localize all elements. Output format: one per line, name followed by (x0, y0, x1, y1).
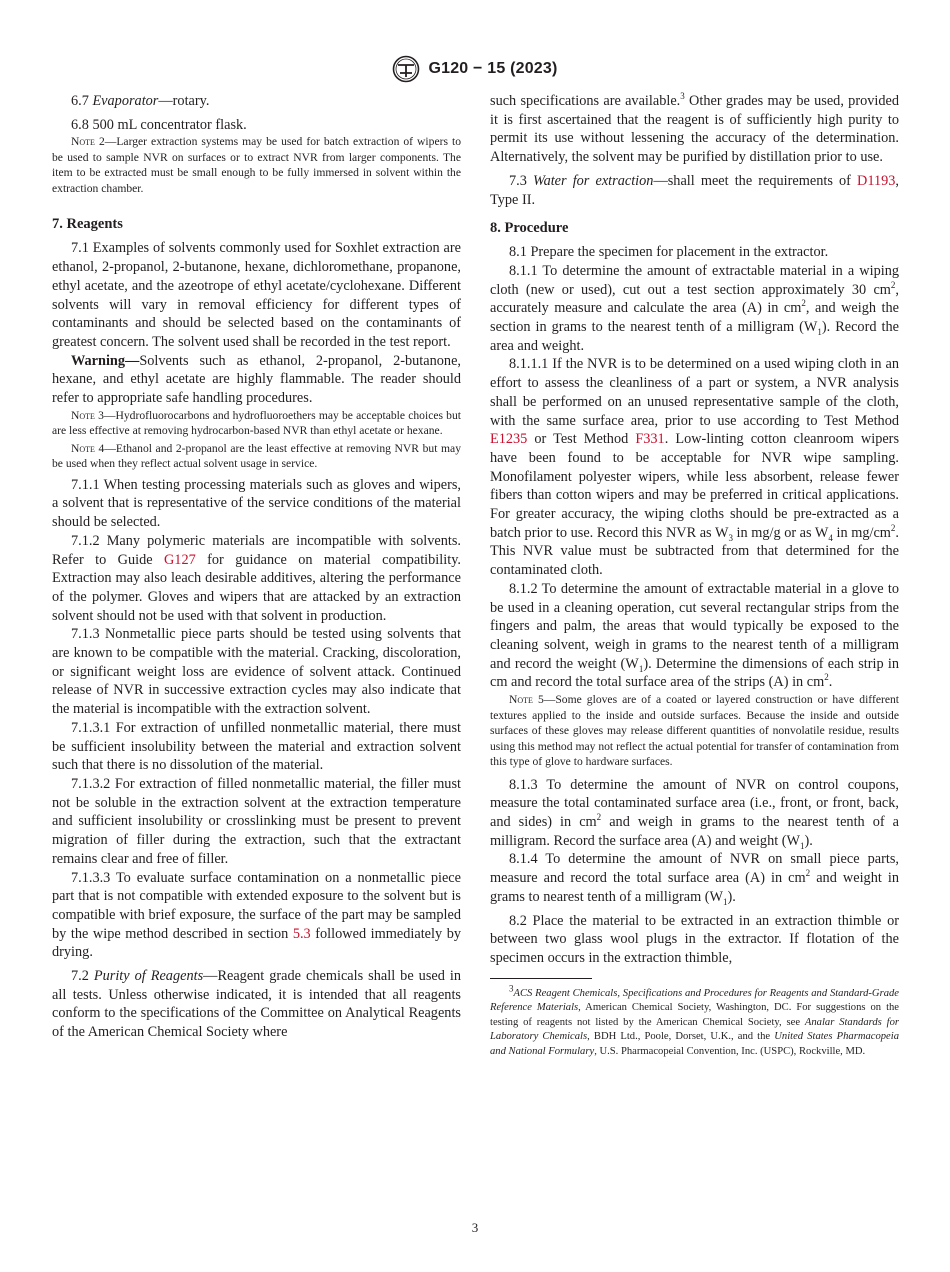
para-8-1-1-1: 8.1.1.1 If the NVR is to be determined on a used wiping cloth in an effort to assess the cleanliness of a part or system, a NVR analysis shall be performed on an unused representative sample of the cloth, with the same surface area, prior to use according to Test Method E1235 or Test Method F331. Low-linting cotton cleanroom wipers have been found to be acceptable for NVR wipe sampling. Monofilament polyester wipers, while less absorbent, release fewer fibers than cotton wipers and may be preferred in critical applications. For greater accuracy, the wiping cloths should be pre-extracted as a batch prior to use. Record this NVR as $W_3$ in mg/g or as $W_4$ in $mg/cm^2$. This NVR value must be subtracted from that determined for the contaminated cloth. (490, 356, 900, 579)
para-7-1-2: 7.1.2 Many polymeric materials are incompatible with solvents. Refer to Guide G127 for guidance on material compatibility. Extraction may also leach desirable additives, altering the performance of the polymer. Gloves and wipers that are attacked by an extraction solvent should not be used with that solvent in production. (52, 532, 461, 624)
para-6-7: 6.7 Evaporator—rotary. (71, 93, 210, 109)
footnote-ref-3[interactable]: 3 (680, 91, 685, 102)
link-f331[interactable]: F331 (635, 431, 665, 448)
para-7-1-3-2: 7.1.3.2 For extraction of filled nonmetallic material, the filler must not be soluble in the extraction solvent at the extraction temperature and sufficient insolubility or crosslinking must be present to prevent migration of filler during the extraction, such that the extractant remains clear and free of filler. (52, 775, 461, 867)
para-8-1: 8.1 Prepare the specimen for placement in the extractor. (509, 244, 829, 261)
para-7-1-3-1: 7.1.3.1 For extraction of unfilled nonmetallic material, there must be sufficient insolubility between the material and extraction solvent such that there is no dissolution of the material. (52, 719, 461, 774)
note-4: Note 4—Ethanol and 2-propanol are the least effective at removing NVR but may be used when they reflect actual solvent usage in service. (52, 441, 461, 471)
standard-designation: G120 − 15 (2023) (428, 60, 558, 77)
section-8-heading: 8. Procedure (490, 220, 569, 237)
section-7-heading: 7. Reagents (52, 216, 123, 233)
warning-paragraph: Warning—Solvents such as ethanol, 2-propanol, 2-butanone, hexane, and ethyl acetate are highly flammable. The reader should refer to appropriate safe handling procedures. (52, 352, 461, 407)
para-7-3: 7.3 Water for extraction—shall meet the requirements of D1193, Type II. (490, 172, 899, 208)
note-3: Note 3—Hydrofluorocarbons and hydrofluoroethers may be acceptable choices but are less effective at removing hydrocarbon-based NVR than ethyl acetate or hexane. (52, 408, 461, 438)
link-d1193[interactable]: D1193 (857, 172, 896, 189)
footnote-divider (490, 978, 592, 979)
page-header (0, 56, 950, 82)
footnote-3: $^3$ACS Reagent Chemicals, Specifications and Procedures for Reagents and Standard-Grade Reference Materials, American Chemical Society, Washington, DC. For suggestions on the testing of reagents not listed by the American Chemical Society, see Analar Standards for Laboratory Chemicals, BDH Ltd., Poole, Dorset, U.K., and the United States Pharmacopeia and National Formulary, U.S. Pharmacopeial Convention, Inc. (USPC), Rockville, MD. (490, 983, 900, 1057)
para-7-1-3-3: 7.1.3.3 To evaluate surface contamination on a nonmetallic piece part that is not compatible with extended exposure to the solvent but is compatible with brief exposure, the surface of the part may be sampled by the wipe method described in section 5.3 followed immediately by drying. (52, 869, 461, 961)
astm-logo-icon (392, 55, 420, 83)
para-7-2-continued: such specifications are available.$^3$ Other grades may be used, provided it is first ascertained that the reagent is of sufficiently high purity to permit its use without lessening the accuracy of the determination. Alternatively, the solvent may be purified by distillation prior to use. (490, 91, 899, 166)
link-e1235[interactable]: E1235 (490, 431, 528, 448)
para-8-1-1: 8.1.1 To determine the amount of extractable material in a wiping cloth (new or used), cut out a test section approximately 30 $cm^2$, accurately measure and calculate the area (A) in $cm^2$, and weigh the section in grams to the nearest tenth of a milligram $(W_1)$. Record the area and weight. (490, 262, 899, 354)
para-7-1-3: 7.1.3 Nonmetallic piece parts should be tested using solvents that are known to be compatible with the material. Cracking, discoloration, or significant weight loss are evidence of solvent attack. Continued release of NVR in successive extraction cycles may also indicate that the material is incompatible with the extraction solvent. (52, 626, 461, 718)
para-8-1-3: 8.1.3 To determine the amount of NVR on control coupons, measure the total contaminated surface area (i.e., front, or front, back, and sides) in $cm^2$ and weigh in grams to the nearest tenth of a milligram. Record the surface area (A) and weight $(W_1)$. (490, 776, 899, 851)
para-8-1-2: 8.1.2 To determine the amount of extractable material in a glove to be used in a cleaning operation, cut several rectangular strips from the fingers and palm, the areas that would typically be exposed to the cleaning solvent, weigh in grams to the nearest tenth of a milligram and record the weight $(W_1)$. Determine the dimensions of each strip in cm and record the total surface area of the strips (A) in $cm^2$. (490, 580, 899, 691)
note-5: Note 5—Some gloves are of a coated or layered construction or have different textures applied to the inside and outside surfaces. Because the inside and outside surfaces of these gloves may release different quantities of nonvolatile residue, results using this method may not reflect the actual potential for transfer of contamination from this type of glove to hardware surfaces. (490, 693, 899, 769)
page-number: 3 (471, 1220, 479, 1235)
para-7-1-1: 7.1.1 When testing processing materials such as gloves and wipers, a solvent that is representative of the service conditions of the material should be selected. (52, 476, 461, 531)
para-6-8: 6.8 500 mL concentrator flask. (71, 116, 247, 133)
right-column (490, 92, 899, 1060)
link-g127[interactable]: G127 (163, 551, 196, 568)
para-8-2: 8.2 Place the material to be extracted in an extraction thimble or between two glass wool plugs in the extractor. If flotation of the specimen occurs in the extraction thimble, (490, 912, 899, 966)
link-section-5-3[interactable]: 5.3 (292, 925, 311, 942)
para-7-2: 7.2 Purity of Reagents—Reagent grade chemicals shall be used in all tests. Unless otherwise indicated, it is intended that all reagents conform to the specifications of the Committee on Analytical Reagents of the American Chemical Society where (52, 968, 461, 1041)
para-7-1: 7.1 Examples of solvents commonly used for Soxhlet extraction are ethanol, 2-propanol, 2-butanone, hexane, dichloromethane, propanone, ethyl acetate, and the azeotrope of ethyl acetate/cyclohexane. Different solvents will vary in removal efficiency for different types of contaminants and should be selected based on the contaminants of greatest concern. The solvent used shall be recorded in the test report. (52, 240, 461, 350)
para-8-1-4: 8.1.4 To determine the amount of NVR on small piece parts, measure and record the total surface area (A) in $cm^2$ and weight in grams to nearest tenth of a milligram $(W_1)$. (490, 851, 899, 907)
note-2: Note 2—Larger extraction systems may be used for batch extraction of wipers to be used to sample NVR on surfaces or to extract NVR from larger components. The item to be extracted must be small enough to be fully immersed in solvent within the extraction chamber. (52, 135, 461, 195)
left-column (52, 92, 461, 1042)
